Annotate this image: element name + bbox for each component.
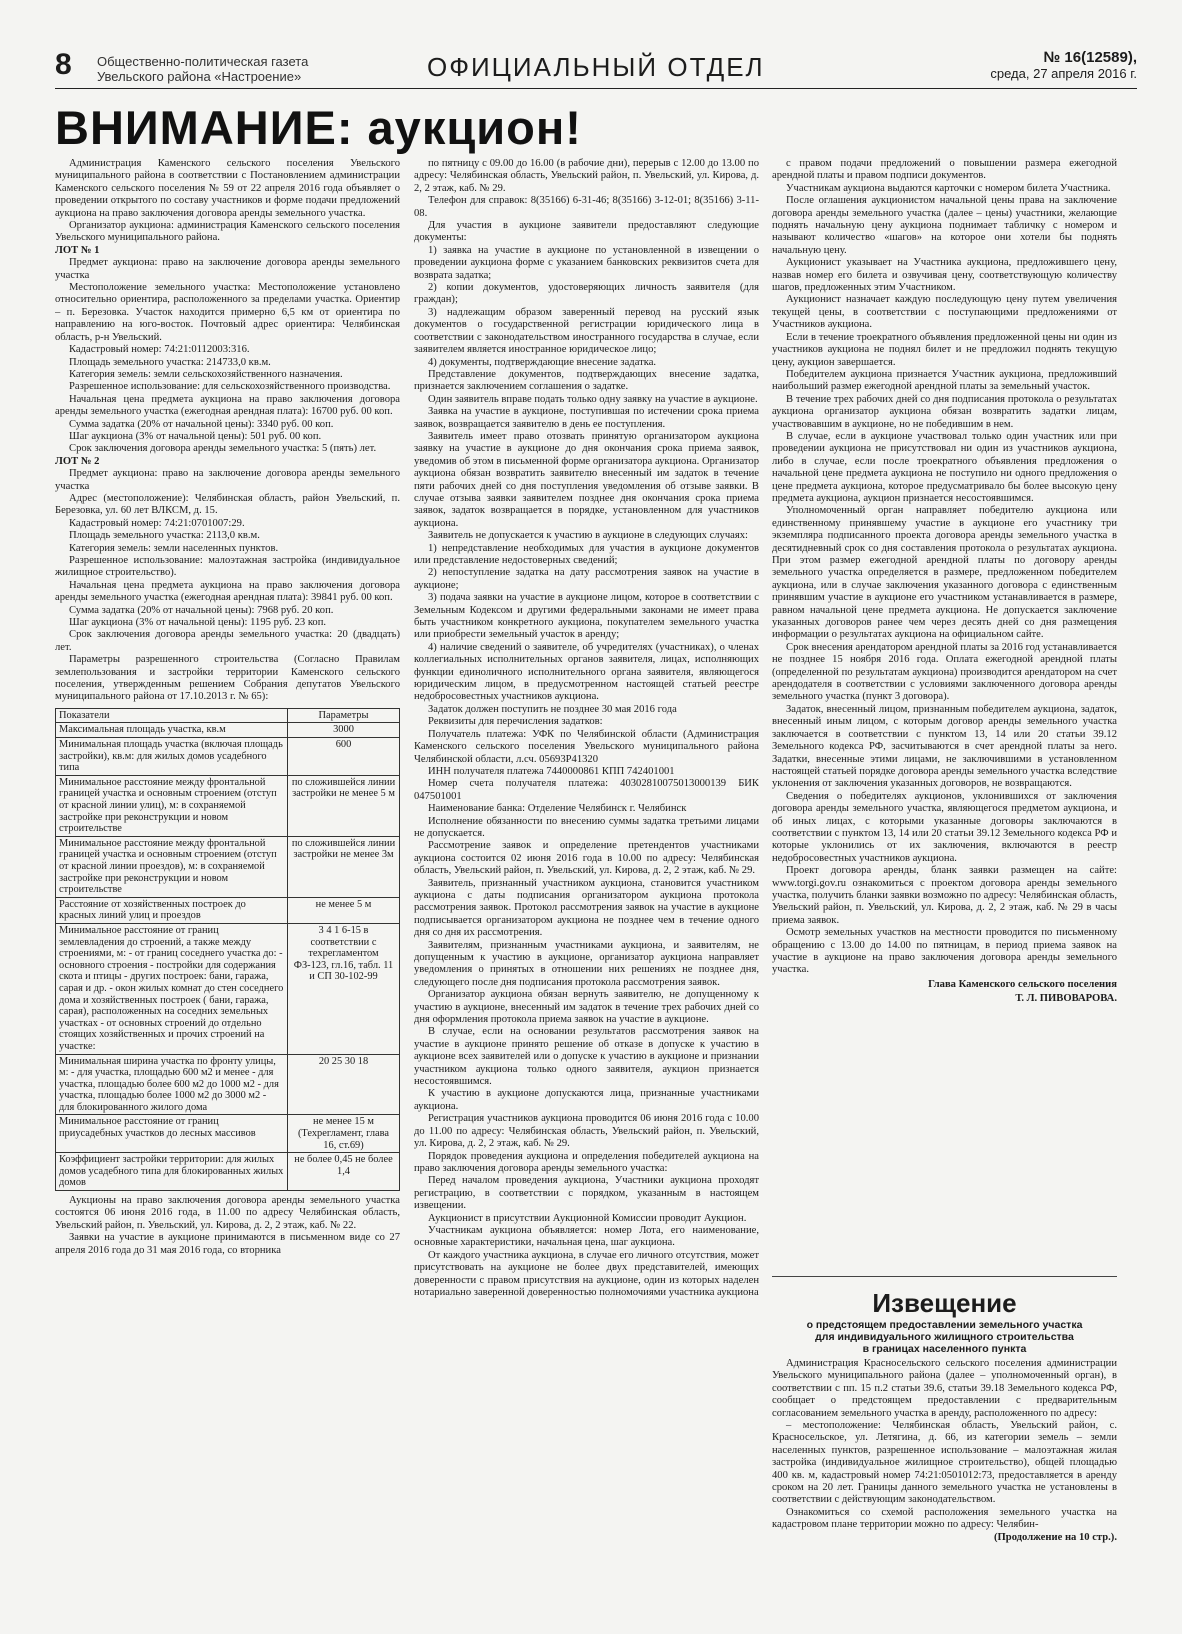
article-title: ВНИМАНИЕ: аукцион! xyxy=(55,101,582,154)
article-paragraph: Рассмотрение заявок и определение претендентов участниками аукциона состоится 02 июня 2016 года в 10.00 по адресу: Челябинская область, Увельский район, п. Увельский, ул. Кирова, д. 2, 2 этаж, каб. № 29. xyxy=(414,840,759,877)
table-cell: Минимальное расстояние от границ приусадебных участков до лесных массивов xyxy=(56,1115,288,1153)
notice-title: Извещение xyxy=(872,1288,1017,1318)
table-cell: Максимальная площадь участка, кв.м xyxy=(56,723,288,738)
article-paragraph: ИНН получателя платежа 7440000861 КПП 742401001 xyxy=(428,765,675,777)
lot-1-paragraph: Кадастровый номер: 74:21:0112003:316. xyxy=(69,344,250,356)
notice-subtitle-line: в границах населенного пункта xyxy=(862,1343,1027,1355)
table-cell: не менее 15 м (Техрегламент, глава 16, ст.69) xyxy=(288,1115,400,1153)
table-cell: Минимальное расстояние между фронтальной границей участка и основным строением (отступ от красной линии проездов), м: в сохраняемой застройке при реконструкции и новом строительстве xyxy=(56,836,288,897)
table-cell: Минимальная площадь участка (включая площадь застройки), кв.м: для жилых домов усадебного типа xyxy=(56,738,288,776)
table-cell: Минимальное расстояние между фронтальной границей участка и основным строением (отступ от красной линии улиц), м: в сохраняемой застройке при реконструкции и новом строительстве xyxy=(56,775,288,836)
article-paragraph: Участникам аукциона объявляется: номер Лота, его наименование, основные характеристики, начальная цена, шаг аукциона. xyxy=(414,1224,759,1249)
lot-2-paragraph: Параметры разрешенного строительства (Согласно Правилам землепользования и застройки территории Каменского сельского поселения, утвержденным решением Собрания депутатов Увельского муниципального района от 17.10.2013 г. № 65): xyxy=(55,654,400,703)
article-paragraph: Перед началом проведения аукциона, Участники аукциона проходят регистрацию, в соответствии с порядком, указанным в настоящем извещении. xyxy=(414,1175,759,1212)
table-cell: 3000 xyxy=(288,723,400,738)
lot-1-paragraph: Местоположение земельного участка: Местоположение установлено относительно ориентира, расположенного за пределами участка. Ориентир – п. Березовка. Участок находится примерно 6,5 км от ориентира по направлению на юго-восток. Почтовый адрес ориентира: Челябинская область, р-н Увельский. xyxy=(55,282,400,343)
table-cell: Минимальное расстояние от границ землевладения до строений, а также между строениями, м: - от границ соседнего участка до: - основного строения - постройки для содержания скота и птицы - других построек: бани, гаража, сарая и др. - окон жилых комнат до стен соседнего дома и хозяйственных построек ( бани, гаража, сарая), расположенных на соседних земельных участках - от основных строений до отдельно стоящих хозяйственных и прочих строений на участке: xyxy=(56,923,288,1054)
lot-1-paragraph: Категория земель: земли сельскохозяйственного назначения. xyxy=(69,368,343,380)
article-paragraph: Срок внесения арендатором арендной платы за 2016 год устанавливается не позднее 15 ноября 2016 года. Оплата ежегодной арендной платы (определенной по результатам аукциона) производится арендатором на счет арендодателя в соответствии с условиями заключенного договора аренды земельного участка (пункт 3 договора). xyxy=(772,641,1117,703)
table-cell: по сложившейся линии застройки не менее 5 м xyxy=(288,775,400,836)
publication-line-1: Общественно-политическая газета xyxy=(97,54,309,69)
article-paragraph: Наименование банка: Отделение Челябинск г. Челябинск xyxy=(428,803,687,815)
table-row xyxy=(56,897,400,923)
table-cell: по сложившейся линии застройки не менее 3м xyxy=(288,836,400,897)
article-column-2 xyxy=(414,158,759,1578)
article-paragraph: Заявитель, признанный участником аукциона, становится участником аукциона с даты подписания организатором аукциона протокола рассмотрения заявок. Протокол рассмотрения заявок на участие в аукционе подписывается организатором аукциона не позднее чем в течение одного дня со дня их рассмотрения. xyxy=(414,877,759,939)
article-paragraph: Осмотр земельных участков на местности проводится по письменному обращению с 13.00 до 14.00 по пятницам, в период приема заявок на участие в аукционе на право заключения договора аренды земельного участка. xyxy=(772,927,1117,976)
lot-1-paragraph: Предмет аукциона: право на заключение договора аренды земельного участка xyxy=(55,257,400,281)
lot-1-paragraph: Срок заключения договора аренды земельного участка: 5 (пять) лет. xyxy=(69,443,377,455)
article-paragraph: Задаток, внесенный лицом, признанным победителем аукциона, задаток, внесенный иным лицом, с которым договор аренды земельного участка заключается в соответствии с пунктом 13, 14 или 20 статьи 39.12 Земельного кодекса РФ, засчитываются в счет арендной платы за него. Задатки, внесенные этими лицами, не заключившими в установленном настоящей статьей порядке договора аренды земельного участка вследствие уклонения от заключения указанных договоров, не возвращаются. xyxy=(772,703,1117,790)
article-column-1 xyxy=(55,158,400,1578)
notice-paragraph: Ознакомиться со схемой расположения земельного участка на кадастровом плане территории можно по адресу: Челябин- xyxy=(772,1506,1117,1531)
article-paragraph: Заявки на участие в аукционе принимаются в письменном виде со 27 апреля 2016 года до 31 мая 2016 года, со вторника xyxy=(55,1232,400,1256)
notice-block xyxy=(772,1288,1117,1544)
article-paragraph: Уполномоченный орган направляет победителю аукциона или единственному принявшему участие в аукционе его участнику три экземпляра подписанного проекта договора аренды земельного участка в десятидневный срок со дня составления протокола о результатах аукциона. При этом размер ежегодной арендной платы по договору аренды земельного участка определяется в размере, предложенном победителем аукциона, или в случае заключения указанного договора с единственным принявшим участие в аукционе его участником устанавливается в размере, равном начальной цене предмета аукциона. Не допускается заключение указанных договоров ранее чем через десять дней со дня размещения информации о результатах аукциона на официальном сайте. xyxy=(772,505,1117,641)
lot-1-paragraph: Шаг аукциона (3% от начальной цены): 501 руб. 00 коп. xyxy=(69,430,322,442)
table-row xyxy=(56,1153,400,1191)
publication-line-2: Увельского района «Настроение» xyxy=(97,69,302,84)
article-paragraph: Проект договора аренды, бланк заявки размещен на сайте: www.torgi.gov.ru ознакомиться с проектом договора аренды земельного участка, получить бланки заявки возможно по адресу: Челябинская область, Увельский район, п. Увельский, ул. Кирова, д. 2, 2 этаж, каб. № 29 в часы приема заявок. xyxy=(772,865,1117,926)
article-paragraph: Номер счета получателя платежа: 40302810075013000139 БИК 047501001 xyxy=(414,778,759,802)
article-paragraph: с правом подачи предложений о повышении размера ежегодной арендной платы и правом подписи документов. xyxy=(772,158,1117,182)
article-paragraph: Для участия в аукционе заявители предоставляют следующие документы: xyxy=(414,220,759,244)
article-paragraph: После оглашения аукционистом начальной цены права на заключение договора аренды земельного участка (далее – цены) участники, желающие поднять начальную цену аукциона поднимает табличку с номером и называют количество «шагов» на которое они хотели бы поднять начальную цену. xyxy=(772,195,1117,256)
issue-number: № 16(12589), xyxy=(1043,49,1137,66)
lot-2-paragraph: Площадь земельного участка: 2113,0 кв.м. xyxy=(69,530,260,542)
lot-2-paragraph: Предмет аукциона: право на заключение договора аренды земельного участка xyxy=(55,468,400,492)
lot-2-paragraph: Категория земель: земли населенных пунктов. xyxy=(69,542,279,554)
lot-1-paragraph: Сумма задатка (20% от начальной цены): 3340 руб. 00 коп. xyxy=(69,418,334,430)
lot-1-paragraph: Площадь земельного участка: 214733,0 кв.м. xyxy=(69,356,271,368)
article-paragraph: 4) документы, подтверждающие внесение задатка. xyxy=(428,356,657,368)
article-paragraph: В случае, если на основании результатов рассмотрения заявок на участие в аукционе принято решение об отказе в допуске к участию в аукционе всех заявителей или о допуске к участию в аукционе и признании участником аукциона только одного заявителя, аукцион признается несостоявшимся. xyxy=(414,1026,759,1088)
table-header-row xyxy=(56,708,400,723)
signature-title: Глава Каменского сельского поселения xyxy=(928,978,1117,990)
article-paragraph: Задаток должен поступить не позднее 30 мая 2016 года xyxy=(428,703,677,715)
intro-paragraph: Организатор аукциона: администрация Каменского сельского поселения Увельского муниципального района. xyxy=(55,220,400,244)
table-cell: 20 25 30 18 xyxy=(288,1054,400,1115)
lot-1-paragraph: Начальная цена предмета аукциона на право заключения договора аренды земельного участка (ежегодная арендная плата): 16700 руб. 00 коп. xyxy=(55,393,400,418)
table-header-cell: Параметры xyxy=(288,708,400,723)
article-paragraph: Один заявитель вправе подать только одну заявку на участие в аукционе. xyxy=(428,393,758,405)
lot-2-paragraph: Срок заключения договора аренды земельного участка: 20 (двадцать) лет. xyxy=(55,629,400,653)
article-paragraph: 2) непоступление задатка на дату рассмотрения заявок на участие в аукционе; xyxy=(414,567,759,591)
page-number: 8 xyxy=(55,48,72,81)
article-paragraph: Представление документов, подтверждающих внесение задатка, признается заключением соглашения о задатке. xyxy=(414,368,759,393)
lot-2-paragraph: Кадастровый номер: 74:21:0701007:29. xyxy=(69,517,245,529)
article-paragraph: по пятницу с 09.00 до 16.00 (в рабочие дни), перерыв с 12.00 до 13.00 по адресу: Челябинская область, Увельский район, п. Увельский, ул. Кирова, д. 2, 2 этаж, каб. № 29. xyxy=(414,158,759,194)
article-paragraph: Аукционы на право заключения договора аренды земельного участка состоятся 06 июня 2016 года, в 11.00 по адресу Челябинская область, Увельский район, п. Увельский, ул. Кирова, д. 2, 2 этаж, каб. № 22. xyxy=(55,1195,400,1231)
article-paragraph: Заявитель не допускается к участию в аукционе в следующих случаях: xyxy=(428,530,749,542)
table-row xyxy=(56,775,400,836)
article-paragraph: В случае, если в аукционе участвовал только один участник или при проведении аукциона не присутствовал ни один из участников аукциона, либо в случае, если после троекратного объявления предложения о начальной цене предмета аукциона не поступило ни одного предложения о цене предмета аукциона, которое предусматривало бы более высокую цену предмета аукциона, аукцион признается несостоявшимся. xyxy=(772,430,1117,504)
table-row xyxy=(56,1115,400,1153)
article-paragraph: Телефон для справок: 8(35166) 6-31-46; 8(35166) 3-12-01; 8(35166) 3-11-08. xyxy=(414,195,759,219)
article-paragraph: 2) копии документов, удостоверяющих личность заявителя (для граждан); xyxy=(414,282,759,306)
table-row xyxy=(56,923,400,1054)
issue-info xyxy=(990,50,1137,82)
article-paragraph: Заявителям, признанным участниками аукциона, и заявителям, не допущенным к участию в аукционе, организатор аукциона направляет уведомления о принятых в отношении них решениях не позднее дня, следующего после дня подписания протокола рассмотрения заявок. xyxy=(414,939,759,988)
publication-name xyxy=(97,54,308,84)
article-paragraph: Сведения о победителях аукционов, уклонившихся от заключения договора аренды земельного участка, являющегося предметом аукциона, и об иных лицах, с которыми указанные договоры заключаются в соответствии с пунктом 13, 14 или 20 статьи 39.12 Земельного кодекса РФ и которые уклонились от их заключения, включаются в реестр недобросовестных участников аукциона. xyxy=(772,790,1117,864)
article-paragraph: Реквизиты для перечисления задатков: xyxy=(428,716,603,728)
article-paragraph: Исполнение обязанности по внесению суммы задатка третьими лицами не допускается. xyxy=(414,815,759,839)
article-paragraph: От каждого участника аукциона, в случае его личного отсутствия, может присутствовать на аукционе не более двух представителей, имеющих доверенности с правом присутствия на аукционе, один из которых наделен нотариально заверенной доверенностью полномочиями участника аукциона xyxy=(414,1249,759,1298)
article-paragraph: 1) заявка на участие в аукционе по установленной в извещении о проведении аукциона форме с указанием банковских реквизитов счета для возврата задатка; xyxy=(414,244,759,281)
article-paragraph: Получатель платежа: УФК по Челябинской области (Администрация Каменского сельского поселения Увельского муниципального района Челябинской области, л.сч. 05693Р41320 xyxy=(414,728,759,765)
article-paragraph: 3) надлежащим образом заверенный перевод на русский язык документов о государственной регистрации юридического лица в соответствии с законодательством иностранного государства в случае, если заявителем является иностранное юридическое лицо; xyxy=(414,306,759,356)
table-row xyxy=(56,738,400,776)
article-paragraph: Регистрация участников аукциона проводится 06 июня 2016 года с 10.00 до 11.00 по адресу: Челябинская область, Увельский район, п. Увельский, ул. Кирова, д. 2, 2 этаж, каб. № 29. xyxy=(414,1113,759,1150)
article-paragraph: 4) наличие сведений о заявителе, об учредителях (участниках), о членах коллегиальных исполнительных органов заявителя, лицах, исполняющих функции единоличного исполнительного органа заявителя, являющегося юридическим лицом, в предусмотренном настоящей статьей реестре недобросовестных участников аукциона. xyxy=(414,641,759,703)
notice-divider xyxy=(772,1276,1117,1277)
article-paragraph: Аукционист указывает на Участника аукциона, предложившего цену, назвав номер его билета и озвучивая цену, соответствующую количеству шагов, предложенных этим Участником. xyxy=(772,257,1117,294)
article-paragraph: Заявитель имеет право отозвать принятую организатором аукциона заявку на участие в аукционе до дня окончания срока приема заявок, уведомив об этом в письменной форме организатора аукциона. Организатор аукциона обязан возвратить заявителю внесенный им задаток в течение пяти рабочих дней со дня поступления уведомления об отзыве заявки. В случае отзыва заявки заявителем позднее дня окончания срока приема заявок, задаток возвращается в порядке, установленном для участников аукциона. xyxy=(414,430,759,529)
article-paragraph: 3) подача заявки на участие в аукционе лицом, которое в соответствии с Земельным Кодексом и другими федеральными законами не имеет права быть участником конкретного аукциона, покупателем земельного участка или приобрести земельный участок в аренду; xyxy=(414,592,759,641)
table-cell: Минимальная ширина участка по фронту улицы, м: - для участка, площадью 600 м2 и менее - для участка, площадью более 600 м2 до 1000 м2 - для участка, площадью более 1000 м2 до 3000 м2 - для блокированного жилого дома xyxy=(56,1054,288,1115)
page-header xyxy=(55,48,1137,89)
table-row xyxy=(56,1054,400,1115)
article-paragraph: К участию в аукционе допускаются лица, признанные участниками аукциона. xyxy=(414,1088,759,1112)
issue-date: среда, 27 апреля 2016 г. xyxy=(990,66,1137,81)
build-parameters-table xyxy=(55,708,400,1191)
continued-note: (Продолжение на 10 стр.). xyxy=(994,1531,1117,1543)
lot-2-paragraph: Начальная цена предмета аукциона на право заключения договора аренды земельного участка (ежегодная арендная плата): 39841 руб. 00 коп. xyxy=(55,579,400,604)
notice-paragraph: – местоположение: Челябинская область, Увельский район, с. Красносельское, ул. Летягина, д. 66, из категории земель – земли населенных пунктов, разрешенное использование – малоэтажная жилая застройка (индивидуальное жилищное строительство), общей площадью 400 кв. м, кадастровый номер 74:21:0501012:73, предоставляется в аренду сроком на 20 лет. Границы данного земельного участка не установлены в соответствии с действующим законодательством. xyxy=(772,1420,1117,1506)
article-paragraph: Аукционист назначает каждую последующую цену путем увеличения текущей цены, в соответствии с поступающими предложениями от Участников аукциона. xyxy=(772,294,1117,331)
article-paragraph: Порядок проведения аукциона и определения победителей аукциона на право заключения договора аренды земельного участка: xyxy=(414,1150,759,1174)
lot-2-paragraph: Адрес (местоположение): Челябинская область, район Увельский, п. Березовка, ул. 60 лет ВЛКСМ, д. 15. xyxy=(55,492,400,517)
table-cell: Коэффициент застройки территории: для жилых домов усадебного типа для блокированных жилых домов xyxy=(56,1153,288,1191)
table-cell: не менее 5 м xyxy=(288,897,400,923)
article-paragraph: Аукционист в присутствии Аукционной Комиссии проводит Аукцион. xyxy=(428,1212,747,1224)
table-cell: Расстояние от хозяйственных построек до красных линий улиц и проездов xyxy=(56,897,288,923)
table-row xyxy=(56,723,400,738)
lot-2-label: ЛОТ № 2 xyxy=(55,455,100,467)
notice-subtitle-line: о предстоящем предоставлении земельного участка xyxy=(806,1319,1083,1331)
lot-2-paragraph: Сумма задатка (20% от начальной цены): 7968 руб. 20 коп. xyxy=(69,604,334,616)
table-cell: 3 4 1 6-15 в соответствии с техрегламентом ФЗ-123, гл.16, табл. 11 и СП 30-102-99 xyxy=(288,923,400,1054)
intro-paragraph: Администрация Каменского сельского поселения Увельского муниципального района в соответствии с Постановлением администрации Каменского сельского поселения № 59 от 22 апреля 2016 года объявляет о проведении открытого по составу участников и форме подачи предложений аукциона на право заключения договора аренды земельного участка. xyxy=(55,158,400,219)
article-paragraph: Участникам аукциона выдаются карточки с номером билета Участника. xyxy=(786,182,1111,194)
article-paragraph: Организатор аукциона обязан вернуть заявителю, не допущенному к участию в аукционе, внесенный им задаток в течение трех рабочих дней со дня оформления протокола приема заявок на участие в аукционе. xyxy=(414,989,759,1026)
section-title: ОФИЦИАЛЬНЫЙ ОТДЕЛ xyxy=(427,52,765,82)
notice-paragraph: Администрация Красносельского сельского поселения администрации Увельского муниципального района (далее – уполномоченный орган), в соответствии с пп. 15 п.2 статьи 39.6, статьи 39.18 Земельного кодекса РФ, сообщает о предстоящем предоставлении с предварительным согласованием земельного участка в аренду, расположенного по адресу: xyxy=(772,1358,1117,1419)
lot-1-label: ЛОТ № 1 xyxy=(55,244,100,256)
article-paragraph: 1) непредставление необходимых для участия в аукционе документов или представление недостоверных сведений; xyxy=(414,542,759,566)
signature-name: Т. Л. ПИВОВАРОВА. xyxy=(1015,993,1117,1005)
notice-subtitle-line: для индивидуального жилищного строительства xyxy=(815,1331,1074,1343)
table-row xyxy=(56,836,400,897)
lot-2-paragraph: Разрешенное использование: малоэтажная застройка (индивидуальное жилищное строительство). xyxy=(55,555,400,579)
lot-2-paragraph: Шаг аукциона (3% от начальной цены): 1195 руб. 23 коп. xyxy=(69,617,327,629)
article-paragraph: Заявка на участие в аукционе, поступившая по истечении срока приема заявок, возвращается заявителю в день ее поступления. xyxy=(414,406,759,430)
table-cell: не более 0,45 не более 1,4 xyxy=(288,1153,400,1191)
article-paragraph: В течение трех рабочих дней со дня подписания протокола о результатах аукциона организатор аукциона обязан возвратить задатки лицам, участвовавшим в аукционе, но не победившим в нем. xyxy=(772,393,1117,430)
article-paragraph: Если в течение троекратного объявления предложенной цены ни один из участников аукциона не поднял билет и не предложил поднять текущую цену, аукцион завершается. xyxy=(772,331,1117,368)
lot-1-paragraph: Разрешенное использование: для сельскохозяйственного производства. xyxy=(69,381,391,393)
article-column-3 xyxy=(772,158,1117,1258)
table-cell: 600 xyxy=(288,738,400,776)
notice-subtitle xyxy=(772,1319,1117,1355)
article-paragraph: Победителем аукциона признается Участник аукциона, предложивший наибольший размер ежегодной арендной платы за земельный участок. xyxy=(772,368,1117,393)
table-header-cell: Показатели xyxy=(56,708,288,723)
